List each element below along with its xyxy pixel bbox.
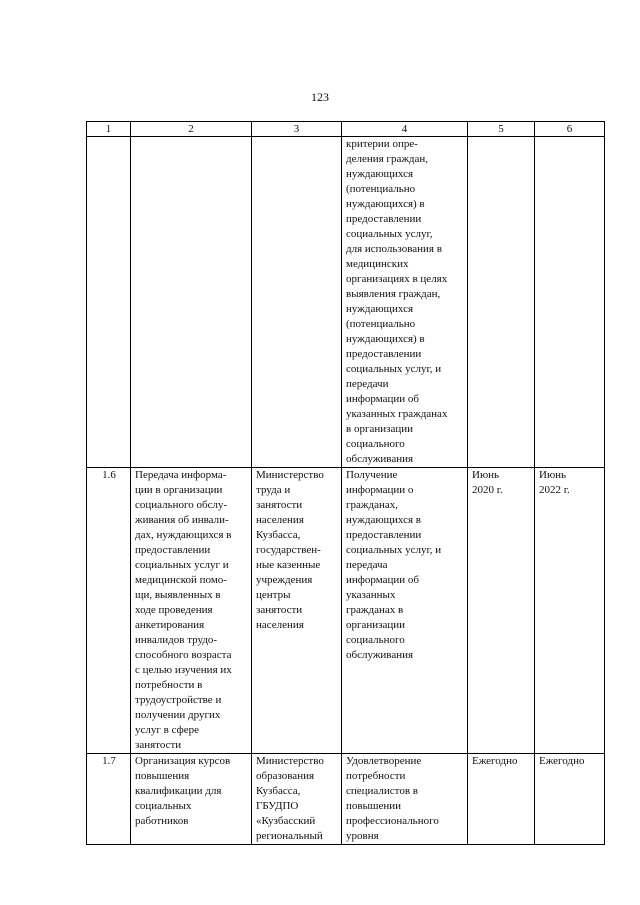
start-date-cell: Ежегодно	[468, 754, 535, 845]
result-cell: Удовлетворение потребности специалистов в повышении профессионального уровня	[342, 754, 468, 845]
executor-cell: Министерство образования Кузбасса, ГБУДПО «Кузбасский региональный	[252, 754, 342, 845]
row-number-cell: 1.6	[87, 468, 131, 754]
column-header-4: 4	[342, 122, 468, 137]
event-cell: Организация курсов повышения квалификации для социальных работников	[131, 754, 252, 845]
event-cell: Передача информа- ции в организации социального обслу- живания об инвали- дах, нуждающихся в предоставлении социальных услуг и медицинской помо- щи, выявленных в ходе проведения анкетирования инвалидов трудо- способного возраста с целью изучения их потребности в трудоустройстве и получении других услуг в сфере занятости	[131, 468, 252, 754]
activity-plan-table	[86, 121, 605, 845]
table-header	[87, 122, 605, 137]
start-date-cell: Июнь 2020 г.	[468, 468, 535, 754]
start-date-cell	[468, 137, 535, 468]
event-cell	[131, 137, 252, 468]
column-number-row	[87, 122, 605, 137]
column-header-2: 2	[131, 122, 252, 137]
table-row	[87, 754, 605, 845]
page-number: 123	[311, 90, 329, 104]
row-number-cell: 1.7	[87, 754, 131, 845]
table-row	[87, 137, 605, 468]
column-header-3: 3	[252, 122, 342, 137]
column-header-6: 6	[535, 122, 605, 137]
end-date-cell: Ежегодно	[535, 754, 605, 845]
end-date-cell: Июнь 2022 г.	[535, 468, 605, 754]
end-date-cell	[535, 137, 605, 468]
executor-cell: Министерство труда и занятости населения Кузбасса, государствен- ные казенные учреждения центры занятости населения	[252, 468, 342, 754]
result-cell: Получение информации о гражданах, нуждающихся в предоставлении социальных услуг, и передача информации об указанных гражданах в организации социального обслуживания	[342, 468, 468, 754]
column-header-1: 1	[87, 122, 131, 137]
row-number-cell	[87, 137, 131, 468]
table-row	[87, 468, 605, 754]
column-header-5: 5	[468, 122, 535, 137]
executor-cell	[252, 137, 342, 468]
result-cell: критерии опре- деления граждан, нуждающихся (потенциально нуждающихся) в предоставлении социальных услуг, для использования в медицинских организациях в целях выявления граждан, нуждающихся (потенциально нуждающихся) в предоставлении социальных услуг, и передачи информации об указанных гражданах в организации социального обслуживания	[342, 137, 468, 468]
